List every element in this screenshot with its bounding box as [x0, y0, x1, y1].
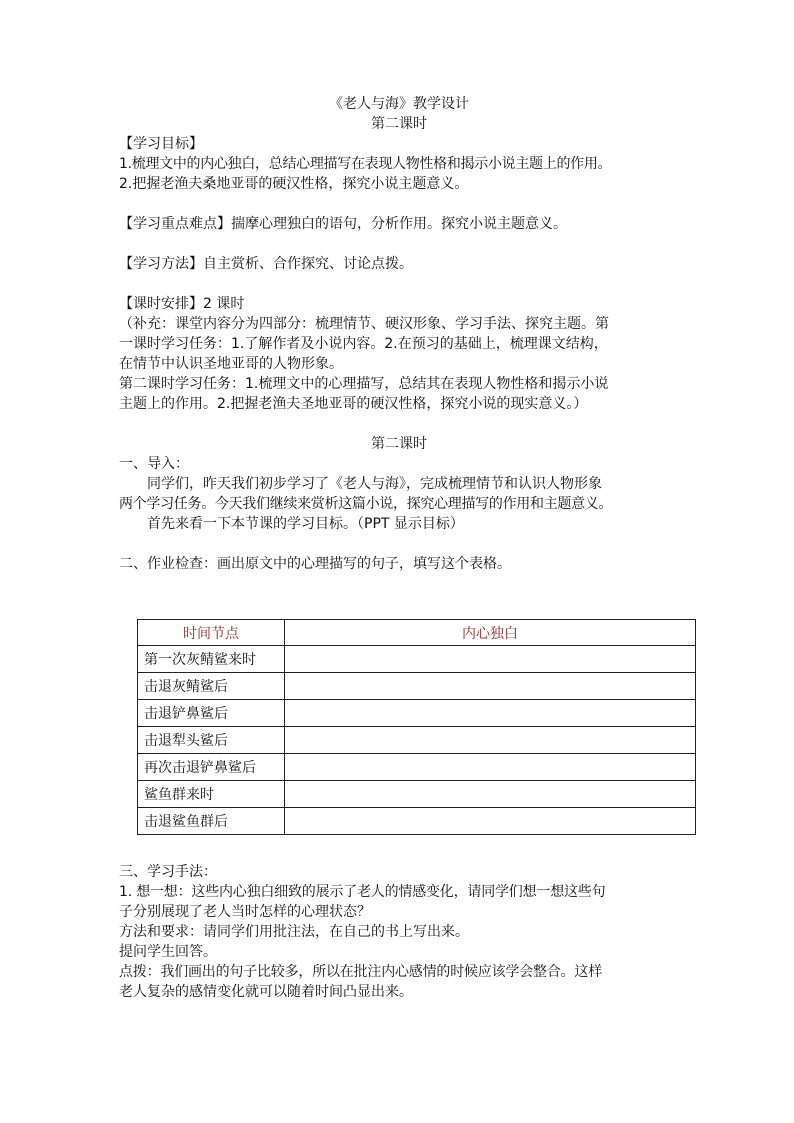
table-cell-time: 鲨鱼群来时 [138, 781, 285, 808]
technique-line: 提问学生回答。 [119, 944, 217, 960]
doc-title: 《老人与海》教学设计 [329, 96, 469, 112]
table-cell-monologue [285, 673, 696, 700]
intro-line: 同学们，昨天我们初步学习了《老人与海》，完成梳理情节和认识人物形象 [147, 476, 602, 492]
table-row [138, 754, 696, 781]
table-cell-monologue [285, 727, 696, 754]
technique-line: 方法和要求：请同学们用批注法，在自己的书上写出来。 [119, 924, 469, 940]
table-row [138, 727, 696, 754]
technique-line: 点拨：我们画出的句子比较多，所以在批注内心感情的时候应该学会整合。这样 [119, 964, 602, 980]
schedule-line: 主题上的作用。2.把握老渔夫圣地亚哥的硬汉性格，探究小说的现实意义。） [119, 396, 588, 412]
study-methods: 【学习方法】自主赏析、合作探究、讨论点拨。 [119, 256, 413, 272]
table-cell-monologue [285, 646, 696, 673]
objectives-heading: 【学习目标】 [119, 136, 203, 152]
monologue-table [137, 619, 696, 835]
table-header-monologue: 内心独白 [285, 620, 696, 646]
intro-line: 两个学习任务。今天我们继续来赏析这篇小说，探究心理描写的作用和主题意义。 [119, 496, 613, 512]
table-row [138, 673, 696, 700]
table-cell-time: 击退鲨鱼群后 [138, 808, 285, 835]
intro-line: 首先来看一下本节课的学习目标。（PPT 显示目标） [147, 516, 464, 532]
schedule-heading: 【课时安排】2 课时 [119, 296, 245, 312]
table-cell-monologue [285, 700, 696, 727]
technique-heading: 三、学习手法： [119, 864, 217, 880]
technique-line: 子分别展现了老人当时怎样的心理状态？ [119, 904, 371, 920]
table-cell-time: 击退灰鲭鲨后 [138, 673, 285, 700]
table-row [138, 646, 696, 673]
table-row [138, 781, 696, 808]
table-cell-time: 再次击退铲鼻鲨后 [138, 754, 285, 781]
homework-instruction: 二、作业检查：画出原文中的心理描写的句子，填写这个表格。 [119, 556, 511, 572]
technique-line: 1. 想一想：这些内心独白细致的展示了老人的情感变化，请同学们想一想这些句 [119, 884, 606, 900]
lesson-heading: 第二课时 [371, 436, 427, 452]
table-cell-time: 击退犁头鲨后 [138, 727, 285, 754]
intro-heading: 一、导入： [119, 456, 189, 472]
table-header-time: 时间节点 [138, 620, 285, 646]
objective-item: 2.把握老渔夫桑地亚哥的硬汉性格，探究小说主题意义。 [119, 176, 469, 192]
schedule-line: 第二课时学习任务：1.梳理文中的心理描写，总结其在表现人物性格和揭示小说 [119, 376, 609, 392]
schedule-line: 在情节中认识圣地亚哥的人物形象。 [119, 356, 343, 372]
objective-item: 1.梳理文中的内心独白，总结心理描写在表现人物性格和揭示小说主题上的作用。 [119, 156, 612, 172]
table-cell-monologue [285, 808, 696, 835]
table-cell-monologue [285, 754, 696, 781]
section-technique [119, 862, 679, 1002]
doc-subtitle: 第二课时 [371, 116, 427, 132]
table-row [138, 808, 696, 835]
table-header-row [138, 620, 696, 646]
table-cell-time: 击退铲鼻鲨后 [138, 700, 285, 727]
table-row [138, 700, 696, 727]
technique-line: 老人复杂的感情变化就可以随着时间凸显出来。 [119, 984, 413, 1000]
key-points: 【学习重点难点】揣摩心理独白的语句，分析作用。探究小说主题意义。 [119, 216, 567, 232]
table-cell-time: 第一次灰鲭鲨来时 [138, 646, 285, 673]
table-cell-monologue [285, 781, 696, 808]
document-body [119, 94, 679, 574]
schedule-line: （补充：课堂内容分为四部分：梳理情节、硬汉形象、学习手法、探究主题。第 [119, 316, 609, 332]
schedule-line: 一课时学习任务：1.了解作者及小说内容。2.在预习的基础上，梳理课文结构， [119, 336, 608, 352]
